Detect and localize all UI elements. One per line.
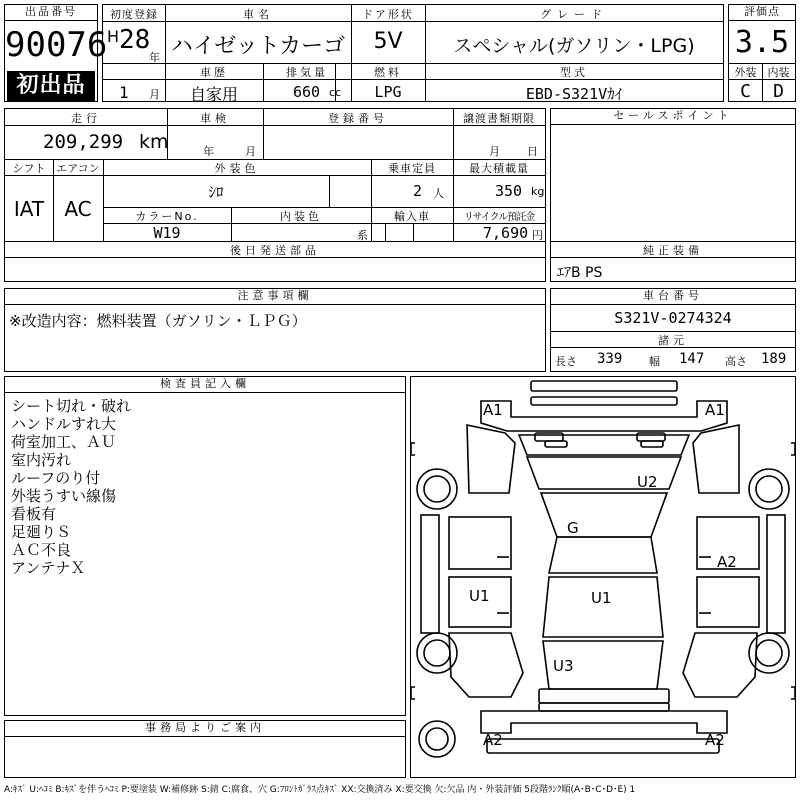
genuine-label: 純正装備 (643, 244, 703, 257)
ac: AC (64, 197, 92, 221)
notes-box (4, 288, 546, 372)
recycle-label: リサイクル預託金 (463, 212, 535, 223)
grade-label: グレード (540, 8, 608, 21)
remark-line: 看板有 (11, 505, 57, 523)
ext-color: ｼﾛ (208, 183, 224, 201)
fuel: LPG (374, 83, 402, 101)
grade: スペシャル(ガソリン・LPG) (453, 35, 695, 57)
model-label: 型式 (560, 66, 588, 79)
ac-label: エアコン (56, 162, 100, 175)
length: 339 (597, 351, 623, 367)
lot-number-box (4, 4, 108, 102)
reg-month-unit: 月 (149, 88, 160, 101)
width-label: 幅 (649, 355, 660, 368)
mileage: 209,299 (43, 131, 124, 153)
color-no-label: カラーNo. (135, 210, 199, 223)
height-label: 高さ (725, 355, 747, 368)
reg-year-unit: 年 (149, 51, 160, 64)
first-listing-badge: 初出品 (7, 71, 95, 101)
displacement-unit: cc (329, 86, 342, 99)
later-parts-label: 後日発送部品 (230, 244, 320, 257)
first-reg-label: 初度登録 (110, 8, 158, 21)
car-outline-diagram (411, 377, 795, 777)
exterior-label: 外装 (734, 66, 757, 79)
inspection-year-unit: 年 (203, 145, 214, 158)
shift: IAT (13, 197, 45, 221)
transfer-month-unit: 月 (489, 145, 500, 158)
shift-label: シフト (12, 162, 46, 175)
inspector-box (4, 376, 406, 716)
model: EBD-S321Vｶｲ (525, 85, 623, 103)
lot-number-label: 出品番号 (5, 5, 97, 21)
color-no: W19 (153, 224, 181, 242)
max-load: 350 (495, 182, 523, 200)
ext-color-label: 外装色 (214, 162, 260, 175)
reg-year: 28 (119, 25, 151, 55)
remark-line: アンテナＸ (11, 559, 86, 577)
remark-line: 足廻りＳ (11, 523, 72, 541)
car-diagram (410, 376, 796, 778)
damage-mark-a1-left: A1 (483, 401, 503, 419)
remark-line: 室内汚れ (11, 451, 72, 469)
max-load-unit: kg (531, 185, 545, 198)
chassis-label: 車台番号 (551, 289, 795, 305)
registration-grid (4, 108, 546, 282)
width: 147 (679, 351, 705, 367)
exterior-grade: C (740, 81, 751, 102)
score: 3.5 (734, 25, 790, 60)
remark-line: 荷室加工、ＡＵ (11, 433, 117, 451)
transfer-label: 譲渡書類期限 (463, 112, 535, 125)
remark-line: ハンドルすれ大 (11, 415, 117, 433)
car-name-label: 車名 (243, 8, 273, 21)
capacity: 2 (413, 182, 423, 200)
spec-label: 諸元 (658, 334, 688, 347)
sales-point-box (550, 108, 796, 282)
mileage-label: 走行 (71, 112, 101, 125)
int-color-unit: 系 (357, 229, 368, 242)
transfer-day-unit: 日 (527, 145, 538, 158)
capacity-unit: 人 (433, 187, 444, 200)
inspection-label: 車検 (200, 112, 230, 125)
remark-line: ＡＣ不良 (11, 541, 72, 559)
damage-mark-a2-bottom-right: A2 (705, 731, 725, 749)
damage-mark-u1-left: U1 (469, 587, 490, 605)
capacity-label: 乗車定員 (388, 162, 436, 175)
interior-grade: D (773, 81, 784, 102)
notes-label: 注意事項欄 (5, 289, 545, 305)
lot-number: 90076 (5, 25, 108, 65)
int-color-label: 内装色 (280, 210, 322, 223)
office-box (4, 720, 406, 778)
max-load-label: 最大積載量 (469, 162, 529, 175)
height: 189 (761, 351, 787, 367)
remark-line: シート切れ・破れ (11, 397, 132, 415)
damage-mark-a1-right: A1 (705, 401, 725, 419)
length-label: 長さ (555, 355, 577, 368)
inspector-remarks (11, 397, 131, 577)
reg-month: 1 (119, 83, 129, 102)
door-type: 5V (373, 29, 403, 54)
damage-mark-u1-center: U1 (591, 589, 612, 607)
damage-mark-a2-mid: A2 (717, 553, 737, 571)
reg-no-label: 登録番号 (328, 112, 388, 125)
car-name: ハイゼットカーゴ (170, 34, 346, 59)
damage-mark-u3: U3 (553, 657, 574, 675)
displacement: 660 (293, 83, 321, 101)
displacement-label: 排気量 (286, 66, 328, 79)
fuel-label: 燃料 (374, 66, 402, 79)
recycle-deposit: 7,690 (483, 224, 529, 242)
mileage-unit: km (139, 131, 169, 153)
recycle-unit: 円 (532, 229, 543, 242)
history: 自家用 (189, 85, 238, 104)
inspector-label: 検査員記入欄 (5, 377, 405, 393)
remark-line: 外装うすい線傷 (11, 487, 117, 505)
damage-mark-u2: U2 (637, 473, 658, 491)
vehicle-info-grid (102, 4, 724, 102)
damage-mark-g: G (567, 519, 579, 537)
inspection-month-unit: 月 (245, 145, 256, 158)
sales-point-label: セールスポイント (551, 109, 795, 125)
era: H (107, 27, 120, 46)
office-label: 事務局よりご案内 (5, 721, 405, 737)
score-label: 評価点 (729, 5, 795, 21)
notes-text: ※改造内容：燃料装置（ガソリン・ＬＰＧ） (9, 312, 307, 330)
genuine-equipment: ｴｱB PS (557, 265, 603, 281)
chassis-box (550, 288, 796, 372)
door-label: ドア形状 (362, 8, 414, 21)
history-label: 車歴 (200, 66, 228, 79)
import-label: 輸入車 (394, 210, 430, 223)
remark-line: ルーフのり付 (11, 469, 101, 487)
damage-legend: A:ｷｽﾞ U:ﾍｺﾐ B:ｷｽﾞを伴うﾍｺﾐ P:要塗装 W:補修跡 S:錆 C:腐食、穴 G:ﾌﾛﾝﾄｶﾞﾗｽ点ｷｽﾞ XX:交換済み X:要交換 欠:欠品 内・外装評価 5段階ﾗﾝｸ順(A･B･C･D･E) 1 (4, 785, 636, 795)
damage-mark-a2-bottom-left: A2 (483, 731, 503, 749)
interior-label: 内装 (767, 66, 790, 79)
score-box (728, 4, 796, 102)
chassis-number: S321V-0274324 (614, 309, 732, 327)
